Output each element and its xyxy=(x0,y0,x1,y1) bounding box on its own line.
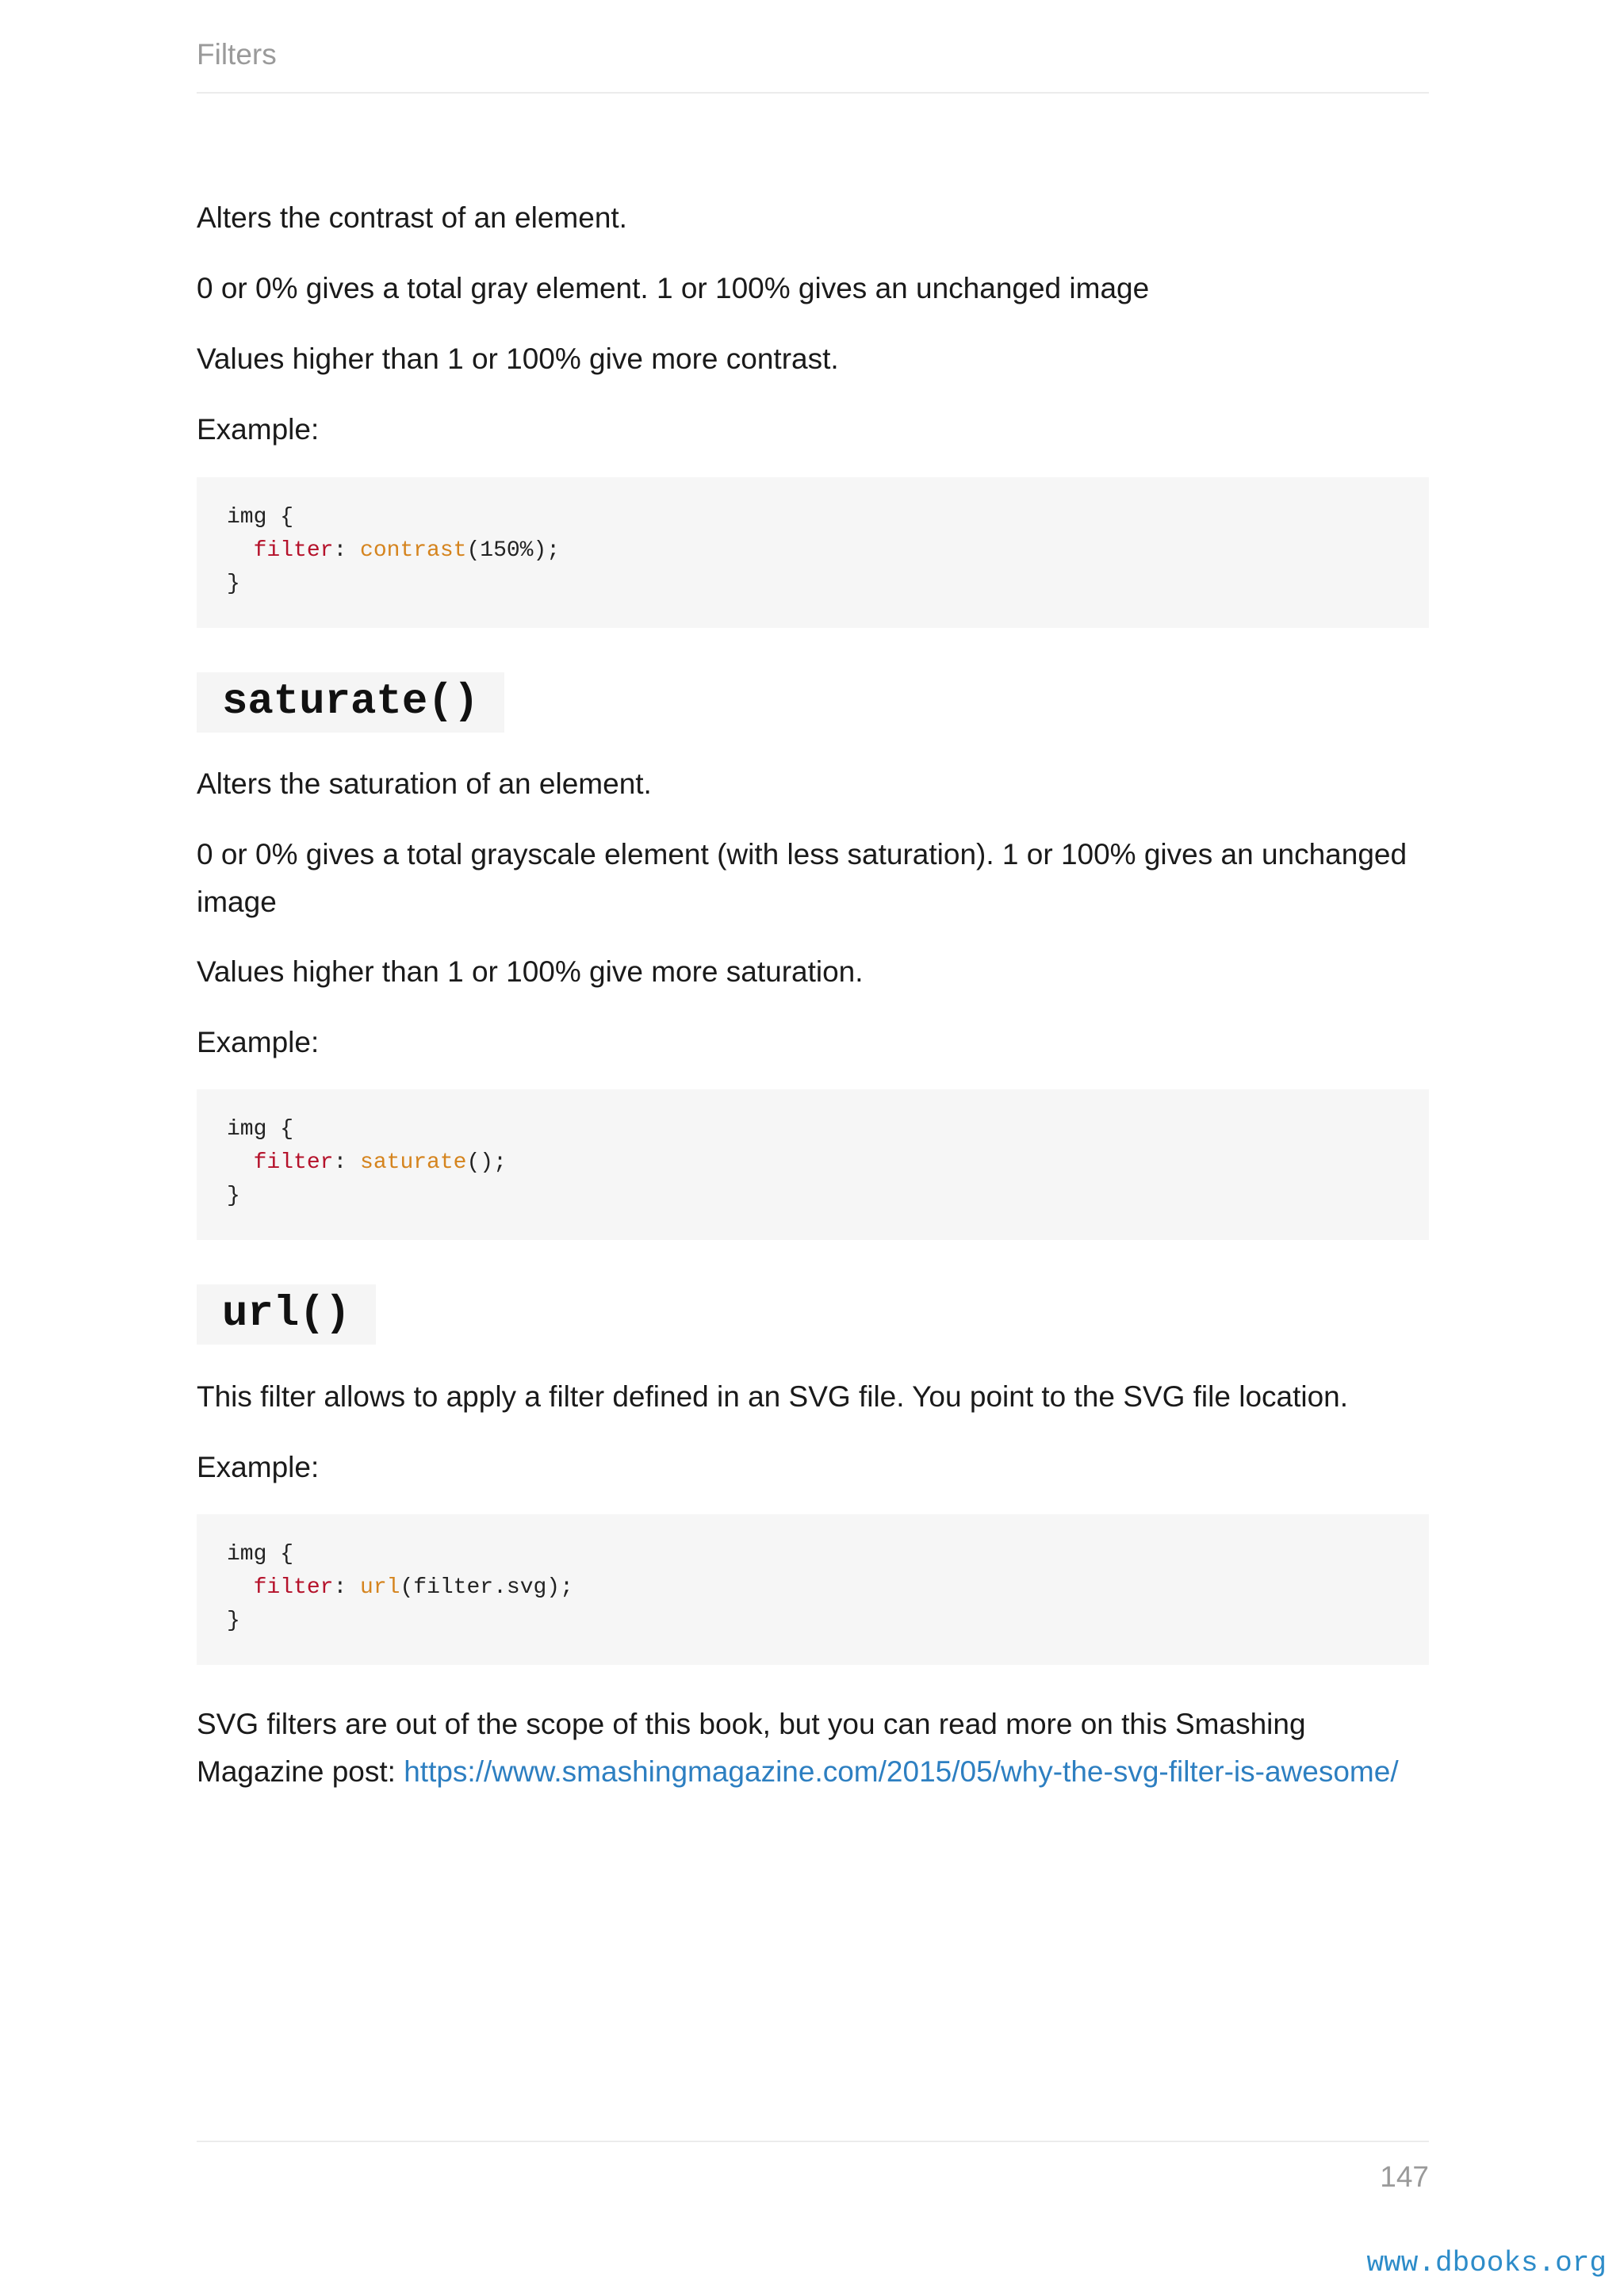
code-property: filter xyxy=(253,1150,334,1175)
contrast-more: Values higher than 1 or 100% give more contrast. xyxy=(197,342,839,375)
code-close-brace: } xyxy=(227,572,240,596)
svg-filters-note-text: SVG filters are out of the scope of this book, but you can read more on this Smashing Magazine post: xyxy=(197,1708,1306,1788)
code-close-brace: } xyxy=(227,1609,240,1633)
code-colon: : xyxy=(333,538,361,563)
watermark: www.dbooks.org xyxy=(1366,2247,1607,2279)
saturate-heading: saturate() xyxy=(197,672,504,733)
code-selector: img { xyxy=(227,505,294,530)
url-heading: url() xyxy=(197,1284,376,1345)
url-example-label: Example: xyxy=(197,1451,320,1483)
saturate-description: Alters the saturation of an element. xyxy=(197,767,652,800)
code-close-brace: } xyxy=(227,1184,240,1208)
contrast-code-block xyxy=(197,477,1429,628)
saturate-more: Values higher than 1 or 100% give more saturation. xyxy=(197,955,864,988)
svg-filters-note xyxy=(197,1701,1429,1796)
code-args: (150%); xyxy=(466,538,561,563)
code-function: url xyxy=(360,1575,400,1600)
code-colon: : xyxy=(333,1575,361,1600)
url-description: This filter allows to apply a filter defined in an SVG file. You point to the SVG file location. xyxy=(197,1380,1349,1413)
contrast-detail: 0 or 0% gives a total gray element. 1 or 100% gives an unchanged image xyxy=(197,272,1150,304)
code-args: (filter.svg); xyxy=(400,1575,573,1600)
footer-rule xyxy=(197,2141,1429,2142)
code-selector: img { xyxy=(227,1117,294,1142)
code-function: saturate xyxy=(360,1150,467,1175)
code-args: (); xyxy=(466,1150,507,1175)
saturate-example-label: Example: xyxy=(197,1026,320,1058)
code-property: filter xyxy=(253,1575,334,1600)
page-number: 147 xyxy=(1380,2160,1429,2193)
smashing-magazine-link[interactable]: https://www.smashingmagazine.com/2015/05/why-the-svg-filter-is-awesome/ xyxy=(404,1755,1399,1788)
code-colon: : xyxy=(333,1150,361,1175)
contrast-example-label: Example: xyxy=(197,413,320,446)
contrast-description: Alters the contrast of an element. xyxy=(197,201,627,234)
url-code-block xyxy=(197,1514,1429,1665)
code-function: contrast xyxy=(360,538,467,563)
header-rule xyxy=(197,92,1429,94)
saturate-detail: 0 or 0% gives a total grayscale element (with less saturation). 1 or 100% gives an unchanged image xyxy=(197,838,1408,918)
code-selector: img { xyxy=(227,1542,294,1567)
running-header: Filters xyxy=(197,38,277,71)
saturate-code-block xyxy=(197,1089,1429,1240)
page xyxy=(197,0,1429,2296)
code-property: filter xyxy=(253,538,334,563)
